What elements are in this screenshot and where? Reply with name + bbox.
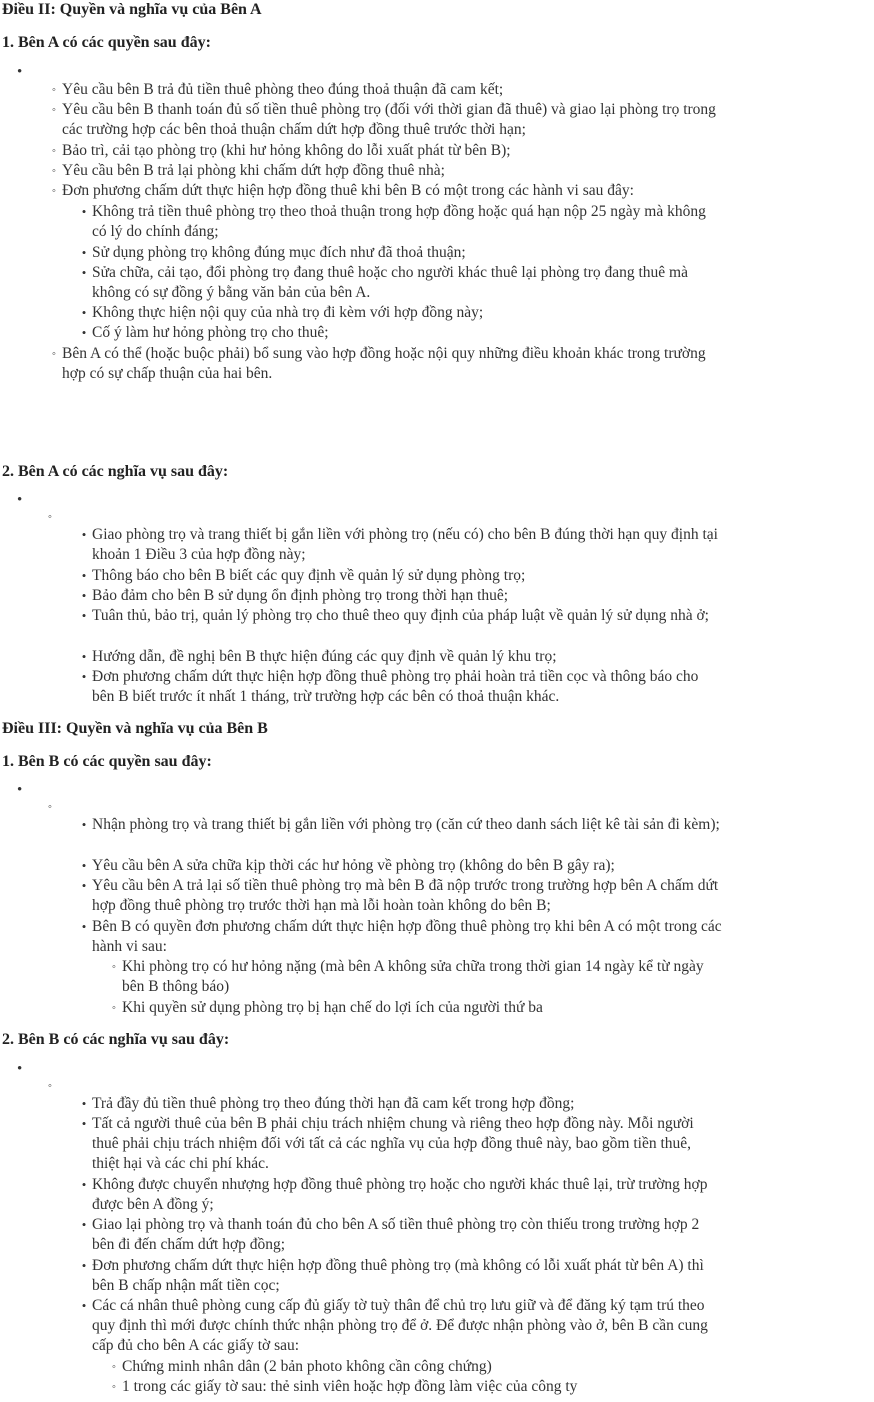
- list-bullet-disc: •: [81, 1258, 87, 1273]
- list-bullet-disc: •: [81, 669, 87, 684]
- list-bullet-circle: ◦: [52, 165, 56, 177]
- list-item-text: Sửa chữa, cải tạo, đổi phòng trọ đang thuê hoặc cho người khác thuê lại phòng trọ đang thuê mà không có sự đồng ý bằng văn bản của bên A.: [92, 264, 688, 301]
- list-item: [81, 1094, 722, 1114]
- list-item-text: Bên A có thể (hoặc buộc phải) bổ sung vào hợp đồng hoặc nội quy những điều khoản khác trong trường hợp có sự chấp thuận của hai bên.: [62, 345, 706, 382]
- list-item: [52, 181, 722, 201]
- list-item: [81, 856, 722, 876]
- list-item: [52, 344, 722, 384]
- list-bullet-disc: •: [81, 858, 87, 873]
- list-bullet-disc: •: [81, 878, 87, 893]
- list-bullet-circle: ◦: [112, 1381, 116, 1393]
- list-item: [112, 957, 722, 997]
- list-bullet-circle: ◦: [52, 145, 56, 157]
- list-bullet-circle: ◦: [52, 185, 56, 197]
- list-bullet-disc: •: [81, 245, 87, 260]
- list-item: [52, 80, 722, 100]
- list-bullet-disc: •: [81, 1217, 87, 1232]
- article-3-title: Điều III: Quyền và nghĩa vụ của Bên B: [2, 720, 268, 737]
- list-item: [81, 815, 722, 835]
- list-item-text: Giao phòng trọ và trang thiết bị gắn liền với phòng trọ (nếu có) cho bên B đúng thời hạn quy định tại khoản 1 Điều 3 của hợp đồng này;: [92, 526, 718, 563]
- list-item-text: Nhận phòng trọ và trang thiết bị gắn liền với phòng trọ (căn cứ theo danh sách liệt kê tài sản đi kèm);: [92, 816, 720, 833]
- list-bullet-circle: ◦: [52, 84, 56, 96]
- list-item-text: Tất cả người thuê của bên B phải chịu trách nhiệm chung và riêng theo hợp đồng này. Mỗi người thuê phải chịu trách nhiệm đối với tất cả các nghĩa vụ của hợp đồng thuê này, bao gồm tiền thuê, thiệt hại và các chi phí khác.: [92, 1115, 694, 1172]
- list-bullet-disc: •: [81, 1096, 87, 1111]
- list-bullet-disc: •: [81, 1116, 87, 1131]
- list-item: [81, 525, 722, 565]
- list-item: [52, 161, 722, 181]
- list-item: [52, 100, 722, 140]
- list-bullet-disc: •: [17, 64, 23, 80]
- list-item: [52, 141, 722, 161]
- list-bullet-circle: ◦: [52, 104, 56, 116]
- list-item-text: Đơn phương chấm dứt thực hiện hợp đồng thuê khi bên B có một trong các hành vi sau đây:: [62, 182, 634, 199]
- list-item: [81, 323, 722, 343]
- list-bullet-circle: ◦: [112, 961, 116, 973]
- list-item-text: Yêu cầu bên B thanh toán đủ số tiền thuê phòng trọ (đối với thời gian đã thuê) và giao lại phòng trọ trong các trường hợp các bên thoả thuận chấm dứt hợp đồng thuê trước thời hạn;: [62, 101, 716, 138]
- list-item: [81, 566, 722, 586]
- list-item: [81, 876, 722, 916]
- list-bullet-disc: •: [17, 782, 23, 798]
- list-bullet-disc: •: [81, 568, 87, 583]
- article-2-title: Điều II: Quyền và nghĩa vụ của Bên A: [2, 1, 262, 18]
- list-item-text: Không trả tiền thuê phòng trọ theo thoả thuận trong hợp đồng hoặc quá hạn nộp 25 ngày mà không có lý do chính đáng;: [92, 203, 706, 240]
- list-bullet-disc: •: [81, 817, 87, 832]
- list-bullet-disc: •: [81, 204, 87, 219]
- list-bullet-disc: •: [81, 919, 87, 934]
- list-bullet-disc: •: [81, 649, 87, 664]
- list-item-text: Không thực hiện nội quy của nhà trọ đi kèm với hợp đồng này;: [92, 304, 484, 321]
- list-item-text: Trả đầy đủ tiền thuê phòng trọ theo đúng thời hạn đã cam kết trong hợp đồng;: [92, 1095, 575, 1112]
- list-item-text: 1 trong các giấy tờ sau: thẻ sinh viên hoặc hợp đồng làm việc của công ty: [122, 1378, 578, 1395]
- list-bullet-circle: ◦: [48, 511, 52, 523]
- list-item-text: Không được chuyển nhượng hợp đồng thuê phòng trọ hoặc cho người khác thuê lại, trừ trường hợp được bên A đồng ý;: [92, 1176, 708, 1213]
- list-bullet-circle: ◦: [52, 348, 56, 360]
- list-bullet-disc: •: [81, 325, 87, 340]
- list-item-text: Đơn phương chấm dứt thực hiện hợp đồng thuê phòng trọ phải hoàn trả tiền cọc và thông báo cho bên B biết trước ít nhất 1 tháng, trừ trường hợp các bên có thoả thuận khác.: [92, 668, 699, 705]
- list-item: [81, 647, 722, 667]
- list-item-text: Bên B có quyền đơn phương chấm dứt thực hiện hợp đồng thuê phòng trọ khi bên A có một trong các hành vi sau:: [92, 918, 722, 955]
- list-bullet-circle: ◦: [48, 1080, 52, 1092]
- article-2-rights-heading: 1. Bên A có các quyền sau đây:: [2, 34, 211, 51]
- list-bullet-circle: ◦: [112, 1002, 116, 1014]
- list-item-text: Yêu cầu bên B trả lại phòng khi chấm dứt hợp đồng thuê nhà;: [62, 162, 445, 179]
- list-item-text: Bảo trì, cải tạo phòng trọ (khi hư hỏng không do lỗi xuất phát từ bên B);: [62, 142, 511, 159]
- list-bullet-circle: ◦: [48, 801, 52, 813]
- list-item-text: Yêu cầu bên B trả đủ tiền thuê phòng theo đúng thoả thuận đã cam kết;: [62, 81, 504, 98]
- list-bullet-disc: •: [81, 1298, 87, 1313]
- list-item: [81, 1296, 722, 1356]
- list-item-text: Yêu cầu bên A sửa chữa kịp thời các hư hỏng về phòng trọ (không do bên B gây ra);: [92, 857, 615, 874]
- list-item: [81, 243, 722, 263]
- list-item-text: Đơn phương chấm dứt thực hiện hợp đồng thuê phòng trọ (mà không có lỗi xuất phát từ bên A) thì bên B chấp nhận mất tiền cọc;: [92, 1257, 704, 1294]
- list-item-text: Khi quyền sử dụng phòng trọ bị hạn chế do lợi ích của người thứ ba: [122, 999, 543, 1016]
- list-item-text: Các cá nhân thuê phòng cung cấp đủ giấy tờ tuỳ thân để chủ trọ lưu giữ và để đăng ký tạm trú theo quy định thì mới được chính thức nhận phòng trọ để ở. Để được nhận phòng vào ở, bên B cần cung cấp đủ cho bên A các giấy tờ sau:: [92, 1297, 708, 1354]
- list-item-text: Thông báo cho bên B biết các quy định về quản lý sử dụng phòng trọ;: [92, 567, 526, 584]
- list-bullet-disc: •: [81, 527, 87, 542]
- list-item-text: Sử dụng phòng trọ không đúng mục đích như đã thoả thuận;: [92, 244, 466, 261]
- list-item-text: Cố ý làm hư hỏng phòng trọ cho thuê;: [92, 324, 329, 341]
- list-bullet-disc: •: [17, 1061, 23, 1077]
- list-bullet-disc: •: [81, 608, 87, 623]
- list-item-text: Tuân thủ, bảo trị, quản lý phòng trọ cho thuê theo quy định của pháp luật về quản lý sử dụng nhà ở;: [92, 607, 709, 624]
- list-item: [81, 586, 722, 606]
- article-2-duties-heading: 2. Bên A có các nghĩa vụ sau đây:: [2, 463, 229, 480]
- list-item: [112, 1377, 722, 1397]
- list-item: [112, 998, 722, 1018]
- list-item: [81, 263, 722, 303]
- list-item-text: Yêu cầu bên A trả lại số tiền thuê phòng trọ mà bên B đã nộp trước trong trường hợp bên A chấm dứt hợp đồng thuê phòng trọ trước thời hạn mà lỗi hoàn toàn không do bên B;: [92, 877, 719, 914]
- list-item: [81, 1256, 722, 1296]
- list-item: [112, 1357, 722, 1377]
- list-item-text: Chứng minh nhân dân (2 bản photo không cần công chứng): [122, 1358, 492, 1375]
- list-item: [81, 917, 722, 957]
- list-item: [81, 606, 722, 626]
- list-bullet-disc: •: [81, 305, 87, 320]
- list-item-text: Hướng dẫn, đề nghị bên B thực hiện đúng các quy định về quản lý khu trọ;: [92, 648, 557, 665]
- article-3-rights-heading: 1. Bên B có các quyền sau đây:: [2, 753, 212, 770]
- list-bullet-disc: •: [17, 492, 23, 508]
- list-bullet-disc: •: [81, 1177, 87, 1192]
- list-item: [81, 667, 722, 707]
- list-item-text: Giao lại phòng trọ và thanh toán đủ cho bên A số tiền thuê phòng trọ còn thiếu trong trường hợp 2 bên đi đến chấm dứt hợp đồng;: [92, 1216, 700, 1253]
- list-item: [81, 1114, 722, 1174]
- list-bullet-disc: •: [81, 265, 87, 280]
- list-bullet-disc: •: [81, 588, 87, 603]
- list-item: [81, 202, 722, 242]
- list-item-text: Bảo đảm cho bên B sử dụng ổn định phòng trọ trong thời hạn thuê;: [92, 587, 509, 604]
- list-item: [81, 303, 722, 323]
- list-item: [81, 1215, 722, 1255]
- list-item-text: Khi phòng trọ có hư hỏng nặng (mà bên A không sửa chữa trong thời gian 14 ngày kể từ ngày bên B thông báo): [122, 958, 704, 995]
- list-item: [81, 1175, 722, 1215]
- list-bullet-circle: ◦: [112, 1361, 116, 1373]
- article-3-duties-heading: 2. Bên B có các nghĩa vụ sau đây:: [2, 1031, 230, 1048]
